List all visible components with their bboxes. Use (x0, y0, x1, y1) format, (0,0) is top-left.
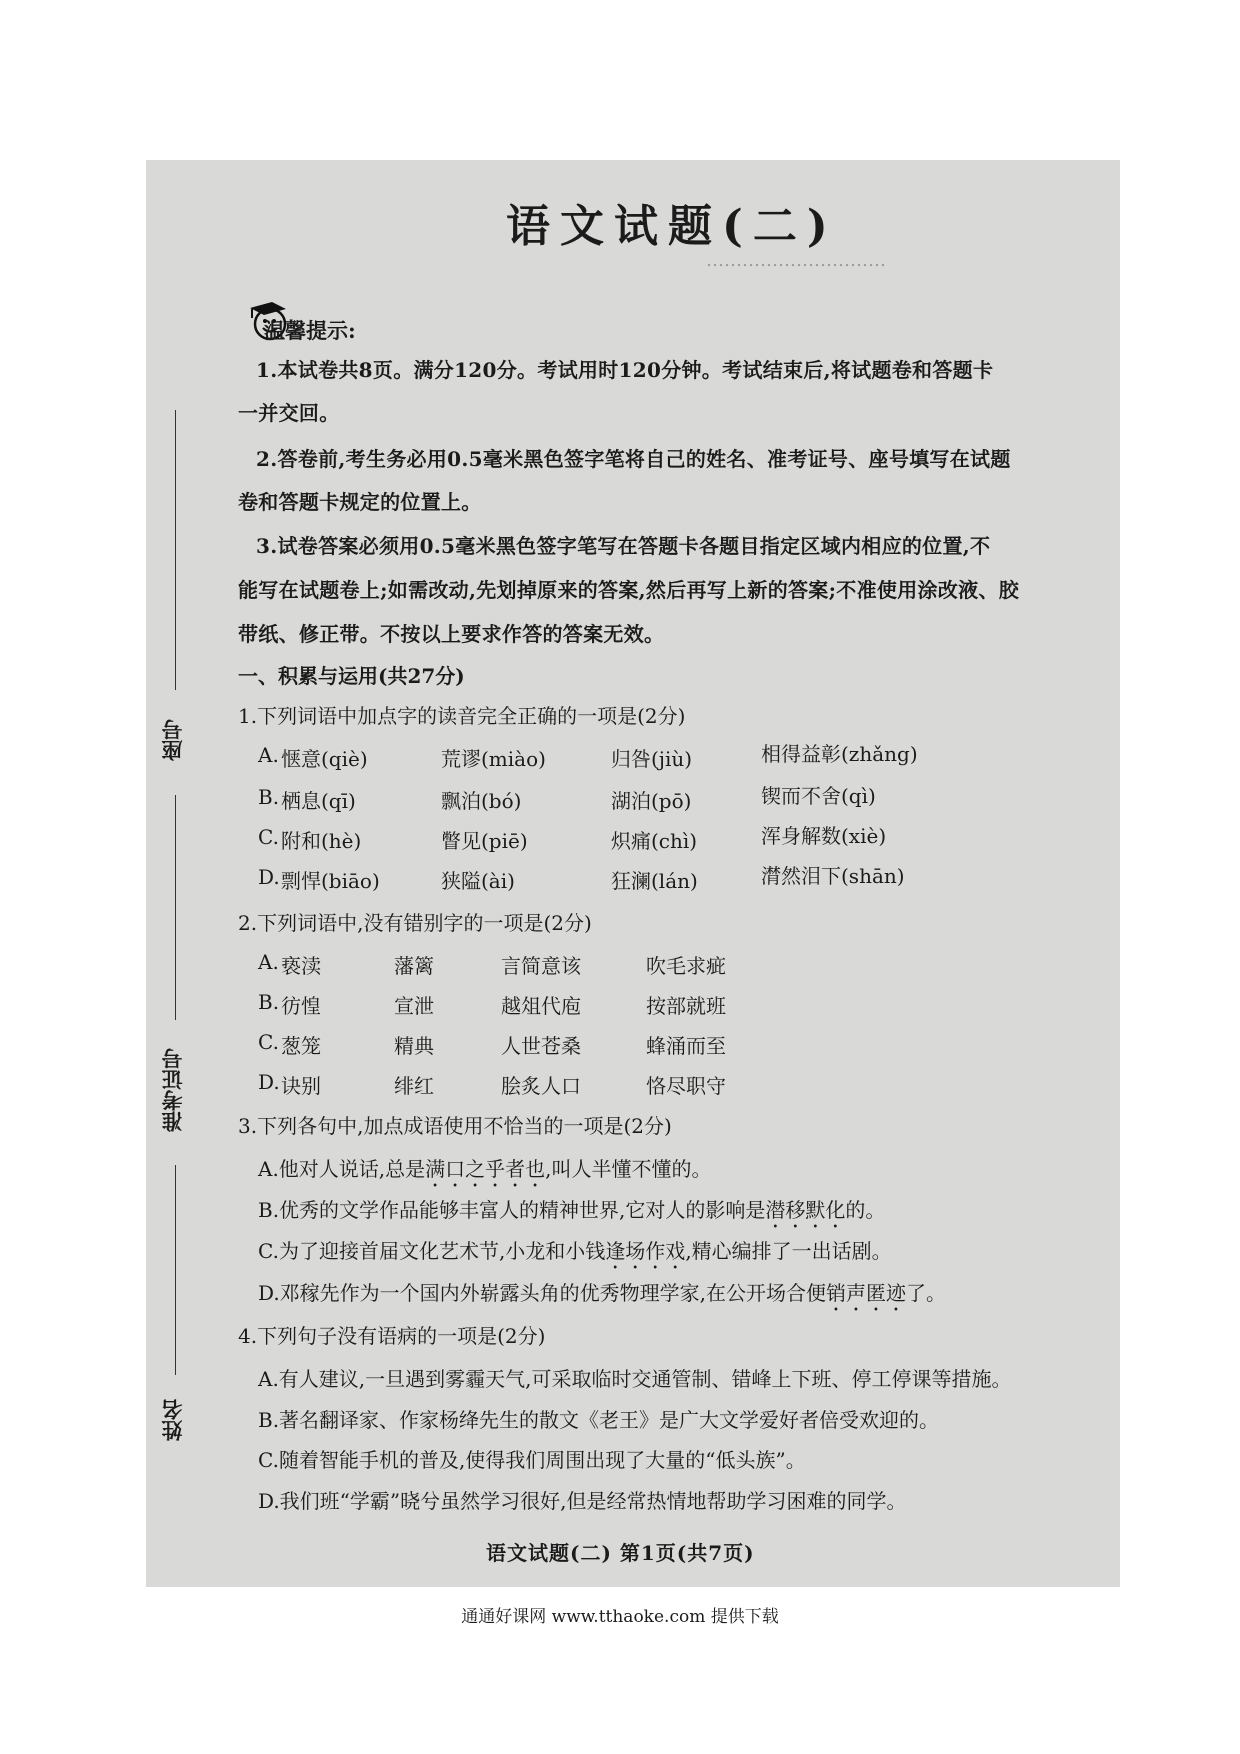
q1-stem: 1.下列词语中加点字的读音完全正确的一项是(2分) (238, 704, 686, 728)
q1-option-b-word-1: 栖息(qī) (281, 789, 356, 813)
q2-option-b-word-4: 按部就班 (646, 994, 726, 1018)
section-heading: 一、积累与运用(共27分) (238, 664, 465, 688)
q1-option-b-letter: B. (258, 785, 280, 809)
q2-option-a-word-3: 言简意该 (501, 954, 581, 978)
q1-option-c-word-3: 炽痛(chì) (611, 829, 698, 853)
exam-title: 语文试题(二) (506, 201, 838, 252)
binding-margin (158, 410, 194, 1480)
note-2-line-1: 2.答卷前,考生务必用0.5毫米黑色签字笔将自己的姓名、准考证号、座号填写在试题 (256, 447, 1011, 471)
q2-option-d-letter: D. (258, 1070, 280, 1094)
q2-option-c-word-4: 蜂涌而至 (646, 1034, 726, 1058)
q4-option-a: A.有人建议,一旦遇到雾霾天气,可采取临时交通管制、错峰上下班、停工停课等措施。 (258, 1367, 1012, 1391)
q1-option-b-word-3: 湖泊(pō) (611, 789, 692, 813)
q1-option-c-letter: C. (258, 825, 279, 849)
q1-option-a-word-1: 惬意(qiè) (281, 747, 368, 771)
note-2-line-2: 卷和答题卡规定的位置上。 (238, 490, 482, 514)
q1-option-d-letter: D. (258, 865, 280, 889)
q4-option-c: C.随着智能手机的普及,使得我们周围出现了大量的“低头族”。 (258, 1448, 806, 1472)
q3-option-b-idiom: 潜移默化 (765, 1198, 846, 1222)
q2-option-a-word-1: 亵渎 (281, 954, 321, 978)
bleed-through-text: ………………………… (706, 250, 886, 271)
q2-option-b-word-3: 越俎代庖 (501, 994, 581, 1018)
q3-option-b-text-1: B.优秀的文学作品能够丰富人的精神世界,它对人的影响是 (258, 1198, 766, 1222)
q2-option-a-word-2: 藩篱 (394, 954, 434, 978)
note-1-line-2: 一并交回。 (238, 401, 340, 425)
q3-option-c-text-2: ,精心编排了一出话剧。 (685, 1239, 892, 1263)
name-line (175, 1165, 176, 1375)
exam-number-label: 准考证号 (160, 1048, 185, 1132)
q3-option-b-text-2: 的。 (845, 1198, 886, 1222)
q2-option-a-letter: A. (258, 950, 279, 974)
q2-option-c-letter: C. (258, 1030, 279, 1054)
note-3-line-3: 带纸、修正带。不按以上要求作答的答案无效。 (238, 622, 665, 646)
note-3-line-2: 能写在试题卷上;如需改动,先划掉原来的答案,然后再写上新的答案;不准使用涂改液、胶 (238, 578, 1019, 602)
tip-label: 温馨提示: (264, 318, 356, 343)
q3-option-a-text-2: ,叫人半懂不懂的。 (545, 1157, 712, 1181)
q2-option-d-word-1: 诀别 (281, 1074, 321, 1098)
q3-option-a-text-1: A.他对人说话,总是 (258, 1157, 426, 1181)
q3-option-c-text-1: C.为了迎接首届文化艺术节,小龙和小钱 (258, 1239, 606, 1263)
q2-option-b-letter: B. (258, 990, 280, 1014)
q3-option-d (258, 1277, 946, 1316)
q1-option-c-word-1: 附和(hè) (281, 829, 362, 853)
q1-option-a-letter: A. (258, 743, 279, 767)
page-footer: 语文试题(二) 第1页(共7页) (486, 1541, 755, 1565)
q3-option-b (258, 1194, 885, 1233)
q1-option-d-word-3: 狂澜(lán) (611, 869, 698, 893)
note-3-line-1: 3.试卷答案必须用0.5毫米黑色签字笔写在答题卡各题目指定区域内相应的位置,不 (256, 534, 991, 558)
q2-option-b-word-2: 宣泄 (394, 994, 434, 1018)
q3-option-d-idiom: 销声匿迹 (826, 1281, 907, 1305)
q4-option-d: D.我们班“学霸”晓兮虽然学习很好,但是经常热情地帮助学习困难的同学。 (258, 1489, 907, 1513)
q2-option-d-word-4: 恪尽职守 (646, 1074, 726, 1098)
q2-option-c-word-3: 人世苍桑 (501, 1034, 581, 1058)
q3-option-c-idiom: 逢场作戏 (605, 1239, 686, 1263)
q3-option-a (258, 1153, 712, 1192)
q2-stem: 2.下列词语中,没有错别字的一项是(2分) (238, 911, 592, 935)
q1-option-d-word-2: 狭隘(ài) (441, 869, 515, 893)
q1-option-a-word-3: 归咎(jiù) (611, 747, 693, 771)
q1-option-c-word-2: 瞥见(piē) (441, 829, 528, 853)
q2-option-a-word-4: 吹毛求疵 (646, 954, 726, 978)
seat-line (175, 410, 176, 690)
q3-option-d-text-1: D.邓稼先作为一个国内外崭露头角的优秀物理学家,在公开场合便 (258, 1281, 827, 1305)
q3-option-c (258, 1235, 892, 1274)
scanned-exam-page (146, 160, 1120, 1587)
exam-number-line (175, 795, 176, 1020)
q3-stem: 3.下列各句中,加点成语使用不恰当的一项是(2分) (238, 1114, 672, 1138)
q4-stem: 4.下列句子没有语病的一项是(2分) (238, 1324, 546, 1348)
q4-option-b: B.著名翻译家、作家杨绛先生的散文《老王》是广大文学爱好者倍受欢迎的。 (258, 1408, 940, 1432)
q3-option-d-text-2: 了。 (906, 1281, 947, 1305)
q1-option-a-word-4: 相得益彰(zhǎng) (761, 742, 918, 766)
q2-option-b-word-1: 彷惶 (281, 994, 321, 1018)
note-1-line-1: 1.本试卷共8页。满分120分。考试用时120分钟。考试结束后,将试题卷和答题卡 (256, 358, 994, 382)
seat-label: 座号 (160, 719, 185, 761)
q2-option-c-word-1: 葱笼 (281, 1034, 321, 1058)
q2-option-c-word-2: 精典 (394, 1034, 434, 1058)
q1-option-d-word-1: 剽悍(biāo) (281, 869, 380, 893)
q1-option-a-word-2: 荒谬(miào) (441, 747, 546, 771)
q1-option-b-word-2: 飘泊(bó) (441, 789, 522, 813)
name-label: 姓名 (160, 1399, 185, 1441)
q1-option-d-word-4: 潸然泪下(shān) (761, 864, 905, 888)
q1-option-b-word-4: 锲而不舍(qì) (761, 784, 876, 808)
q2-option-d-word-2: 绯红 (394, 1074, 434, 1098)
q2-option-d-word-3: 脍炙人口 (501, 1074, 581, 1098)
q3-option-a-idiom: 满口之乎者也 (425, 1157, 546, 1181)
site-watermark: 通通好课网 www.tthaoke.com 提供下载 (461, 1607, 779, 1627)
q1-option-c-word-4: 浑身解数(xiè) (761, 824, 887, 848)
